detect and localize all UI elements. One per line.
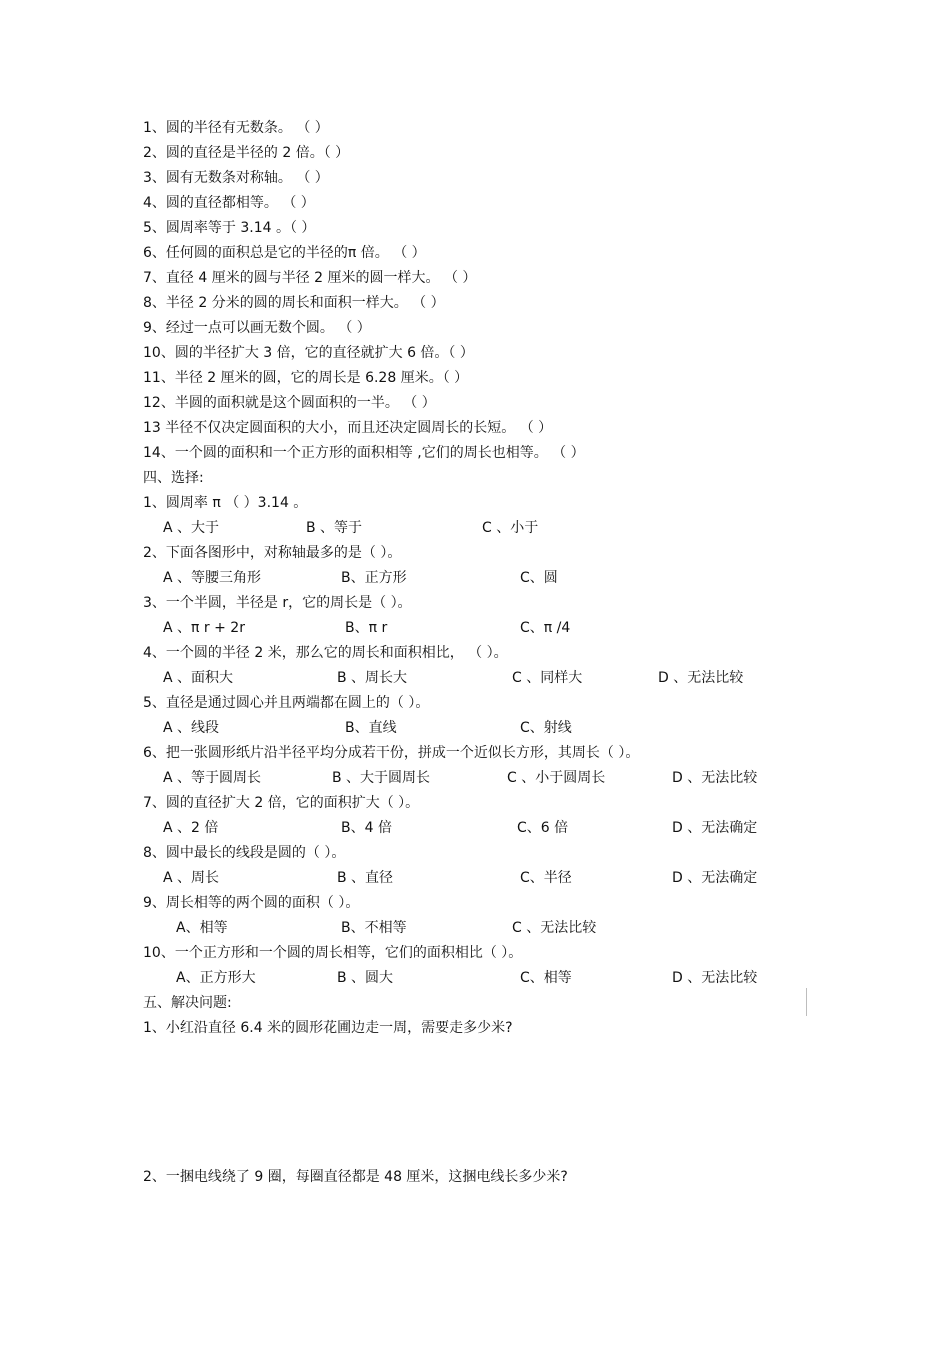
choice-2-option-c: C、圆 xyxy=(520,570,558,586)
judge-item-11: 11、半径 2 厘米的圆，它的周长是 6.28 厘米。（ ） xyxy=(143,370,469,386)
choice-1-option-c: C 、小于 xyxy=(482,520,539,536)
choice-question-1: 1、圆周率 π （ ）3.14 。 xyxy=(143,495,308,511)
judge-item-2: 2、圆的直径是半径的 2 倍。（ ） xyxy=(143,145,350,161)
choice-3-option-b: B、π r xyxy=(345,620,388,636)
choice-6-option-d: D 、无法比较 xyxy=(672,770,758,786)
judge-item-13: 13 半径不仅决定圆面积的大小，而且还决定圆周长的长短。 （ ） xyxy=(143,420,553,436)
choice-question-4: 4、一个圆的半径 2 米，那么它的周长和面积相比， （ ）。 xyxy=(143,645,508,661)
choice-9-option-b: B、不相等 xyxy=(341,920,407,936)
choice-7-option-a: A 、2 倍 xyxy=(163,820,219,836)
section-5-title: 五、解决问题: xyxy=(143,995,232,1011)
problem-2: 2、一捆电线绕了 9 圈，每圈直径都是 48 厘米，这捆电线长多少米? xyxy=(143,1169,568,1185)
choice-3-option-a: A 、π r + 2r xyxy=(163,620,245,636)
choice-6-option-a: A 、等于圆周长 xyxy=(163,770,262,786)
judge-item-5: 5、圆周率等于 3.14 。（ ） xyxy=(143,220,316,236)
choice-1-option-b: B 、等于 xyxy=(306,520,363,536)
judge-item-14: 14、一个圆的面积和一个正方形的面积相等 ,它们的周长也相等。 （ ） xyxy=(143,445,585,461)
choice-1-option-a: A 、大于 xyxy=(163,520,220,536)
choice-question-3: 3、一个半圆，半径是 r，它的周长是（ ）。 xyxy=(143,595,412,611)
judge-item-3: 3、圆有无数条对称轴。 （ ） xyxy=(143,170,329,186)
judge-item-7: 7、直径 4 厘米的圆与半径 2 厘米的圆一样大。 （ ） xyxy=(143,270,477,286)
choice-7-option-c: C、6 倍 xyxy=(517,820,569,836)
choice-10-option-c: C、相等 xyxy=(520,970,572,986)
choice-4-option-b: B 、周长大 xyxy=(337,670,408,686)
choice-9-option-c: C 、无法比较 xyxy=(512,920,597,936)
choice-question-6: 6、把一张圆形纸片沿半径平均分成若干份，拼成一个近似长方形，其周长（ ）。 xyxy=(143,745,640,761)
choice-6-option-c: C 、小于圆周长 xyxy=(507,770,606,786)
choice-7-option-d: D 、无法确定 xyxy=(672,820,758,836)
choice-question-8: 8、圆中最长的线段是圆的（ ）。 xyxy=(143,845,346,861)
judge-item-10: 10、圆的半径扩大 3 倍，它的直径就扩大 6 倍。（ ） xyxy=(143,345,474,361)
choice-question-9: 9、周长相等的两个圆的面积（ ）。 xyxy=(143,895,360,911)
judge-item-9: 9、经过一点可以画无数个圆。 （ ） xyxy=(143,320,371,336)
choice-2-option-b: B、正方形 xyxy=(341,570,407,586)
choice-5-option-c: C、射线 xyxy=(520,720,572,736)
choice-question-7: 7、圆的直径扩大 2 倍，它的面积扩大（ ）。 xyxy=(143,795,420,811)
problem-1: 1、小红沿直径 6.4 米的圆形花圃边走一周，需要走多少米? xyxy=(143,1020,513,1036)
judge-item-12: 12、半圆的面积就是这个圆面积的一半。 （ ） xyxy=(143,395,436,411)
choice-8-option-a: A 、周长 xyxy=(163,870,220,886)
choice-question-10: 10、一个正方形和一个圆的周长相等，它们的面积相比（ ）。 xyxy=(143,945,523,961)
choice-4-option-c: C 、同样大 xyxy=(512,670,583,686)
choice-question-2: 2、下面各图形中，对称轴最多的是（ ）。 xyxy=(143,545,402,561)
choice-7-option-b: B、4 倍 xyxy=(341,820,392,836)
choice-10-option-d: D 、无法比较 xyxy=(672,970,758,986)
choice-8-option-c: C、半径 xyxy=(520,870,572,886)
section-4-title: 四、选择: xyxy=(143,470,204,486)
choice-10-option-a: A、正方形大 xyxy=(176,970,256,986)
choice-8-option-b: B 、直径 xyxy=(337,870,394,886)
choice-10-option-b: B 、圆大 xyxy=(337,970,394,986)
choice-3-option-c: C、π /4 xyxy=(520,620,571,636)
choice-8-option-d: D 、无法确定 xyxy=(672,870,758,886)
judge-item-1: 1、圆的半径有无数条。 （ ） xyxy=(143,120,329,136)
choice-question-5: 5、直径是通过圆心并且两端都在圆上的（ ）。 xyxy=(143,695,430,711)
choice-5-option-b: B、直线 xyxy=(345,720,397,736)
choice-5-option-a: A 、线段 xyxy=(163,720,220,736)
choice-6-option-b: B 、大于圆周长 xyxy=(332,770,431,786)
choice-4-option-a: A 、面积大 xyxy=(163,670,234,686)
choice-2-option-a: A 、等腰三角形 xyxy=(163,570,262,586)
judge-item-8: 8、半径 2 分米的圆的周长和面积一样大。 （ ） xyxy=(143,295,445,311)
judge-item-4: 4、圆的直径都相等。 （ ） xyxy=(143,195,315,211)
page-edge-mark xyxy=(806,988,807,1016)
judge-item-6: 6、任何圆的面积总是它的半径的π 倍。 （ ） xyxy=(143,245,426,261)
choice-4-option-d: D 、无法比较 xyxy=(658,670,744,686)
choice-9-option-a: A、相等 xyxy=(176,920,228,936)
